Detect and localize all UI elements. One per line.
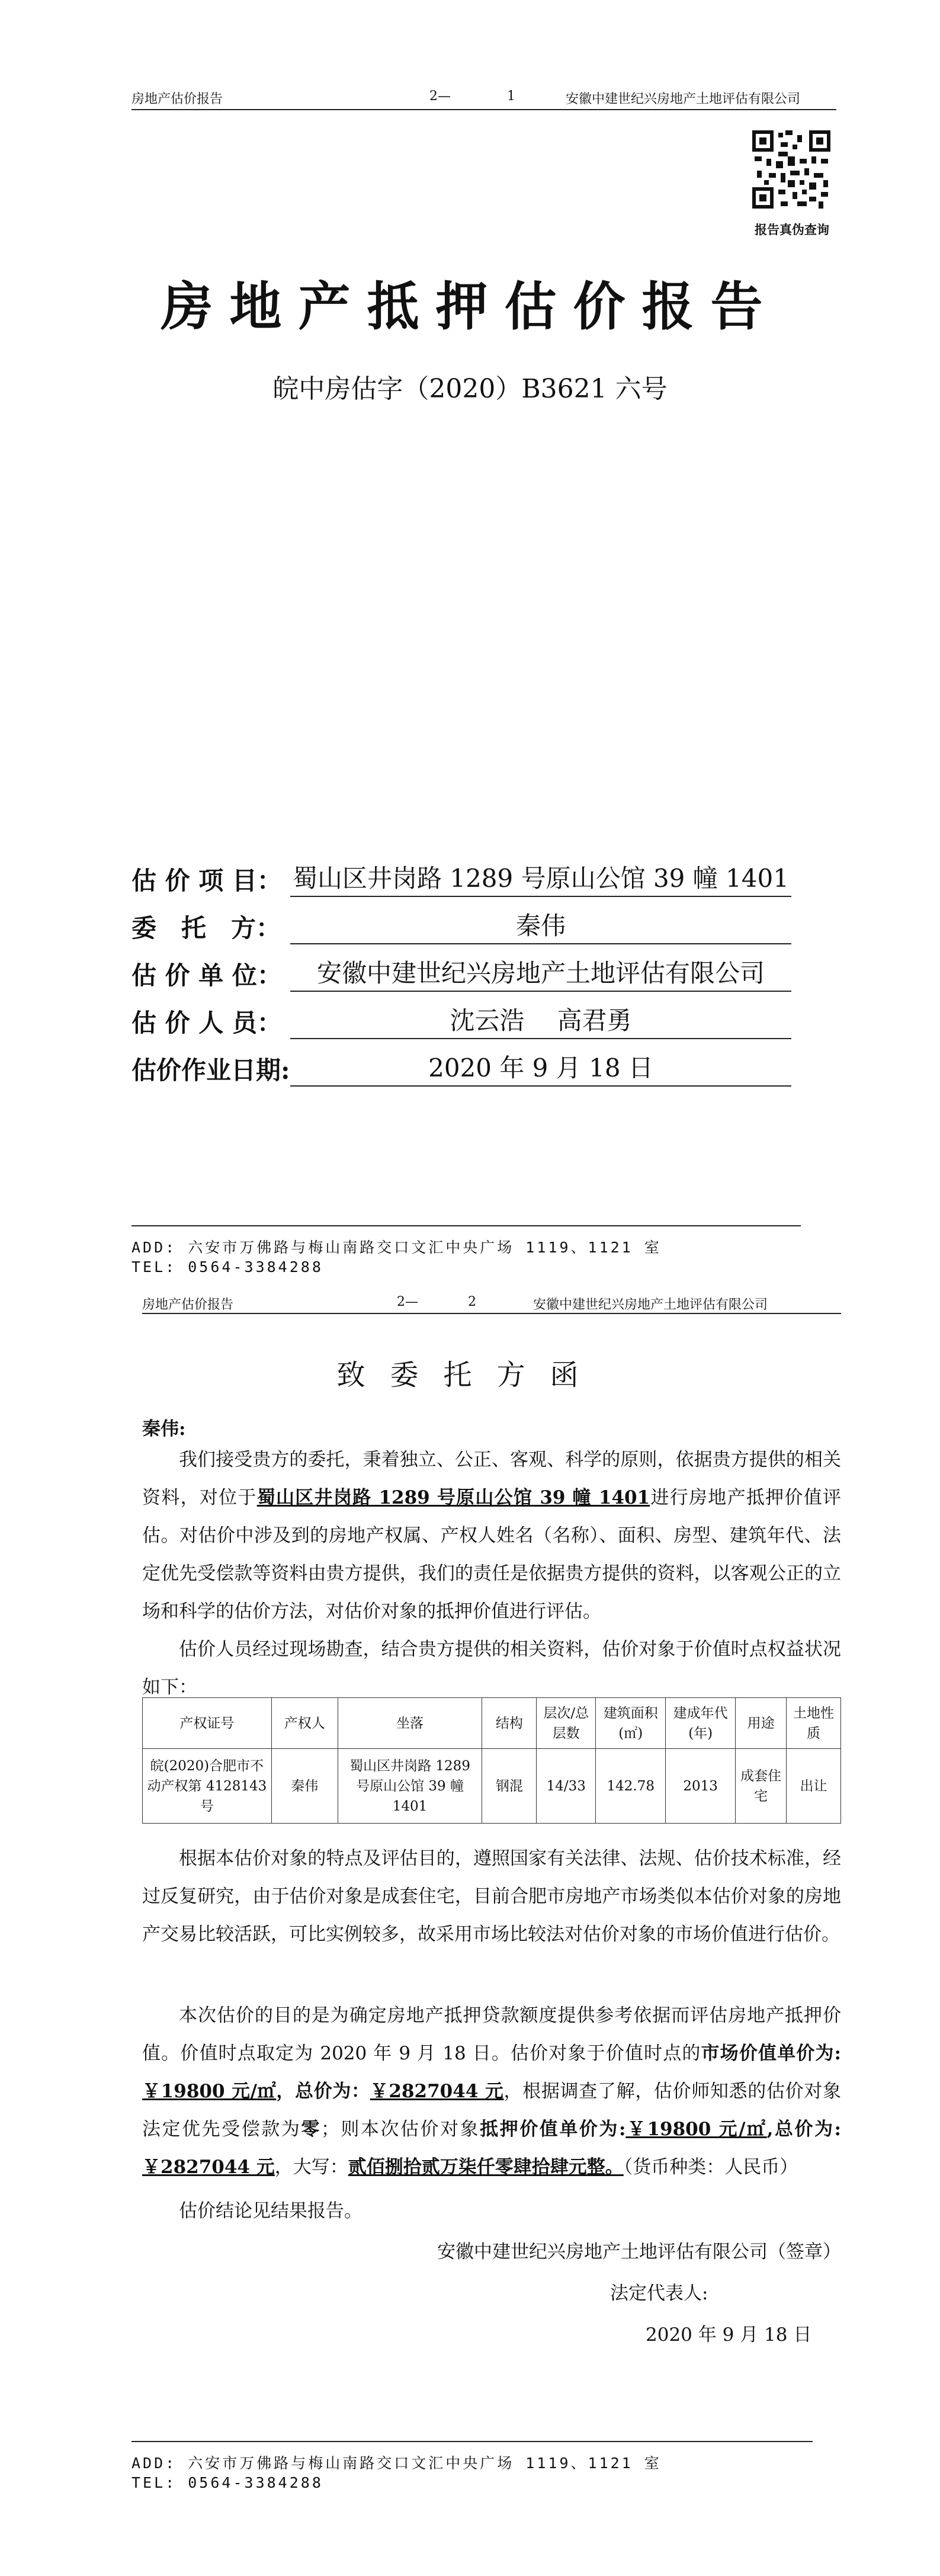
letter-paragraph-4 [142,1997,841,2186]
market-unit-price: ￥19800 元/㎡ [142,2081,277,2102]
text: （货币种类：人民币） [623,2157,798,2178]
header-page-num: 1 [507,89,515,104]
field-label: 估 价 单 位： [131,961,282,990]
field-date [131,1049,791,1087]
signature-date: 2020 年 9 月 18 日 [646,2324,812,2346]
table-cell: 秦伟 [271,1749,338,1824]
footer-rule [131,2441,813,2442]
letter-paragraph-1 [142,1441,841,1630]
field-client [131,906,791,944]
header-rule [131,109,836,110]
footer-tel: TEL: 0564-3384288 [131,2474,323,2491]
field-value: 沈云浩 高君勇 [290,1001,791,1039]
signature-representative: 法定代表人: [610,2283,708,2304]
text: ，根据调查了解，估价师知悉的估价对象法定优先受偿款为 [142,2081,842,2140]
table-header-cell: 建成年代(年) [666,1698,736,1749]
footer-tel: TEL: 0564-3384288 [131,1258,323,1276]
priority-amount: 零 [301,2119,321,2140]
mortgage-total-price: ￥2827044 元 [142,2157,275,2178]
property-address: 蜀山区井岗路 1289 号原山公馆 39 幢 1401 [256,1487,650,1508]
signature-company: 安徽中建世纪兴房地产土地评估有限公司（签章） [437,2241,841,2263]
table-cell: 出让 [787,1749,841,1824]
text: ，大写： [274,2157,348,2178]
letter-paragraph-3: 根据本估价对象的特点及评估目的，遵照国家有关法律、法规、估价技术标准，经过反复研究，由于估价对象是成套住宅，目前合肥市房地产市场类似本估价对象的房地产交易比较活跃，可比实例较多，故采用市场比较法对估价对象的市场价值进行估价。 [142,1848,841,1945]
field-value: 安徽中建世纪兴房地产土地评估有限公司 [290,954,791,992]
mortgage-unit-price: ￥19800 元/㎡ [625,2119,767,2140]
field-value: 秦伟 [290,906,791,944]
table-cell: 蜀山区井岗路 1289 号原山公馆 39 幢 1401 [338,1749,482,1824]
qr-caption: 报告真伪查询 [755,222,829,237]
table-cell: 142.78 [596,1749,666,1824]
table-cell: 14/33 [537,1749,596,1824]
header-left: 房地产估价报告 [131,92,223,107]
market-total-label: ，总价为： [276,2081,370,2102]
table-header-cell: 用途 [736,1698,787,1749]
rights-table [142,1697,841,1824]
market-value-label: 市场价值单价为: [701,2043,842,2064]
text: 本次估价的目的是为确定房地产抵押贷款额度提供参考依据而评估房地产抵押价值。价值时点取定为 2020 年 9 月 18 日。估价对象于价值时点的 [142,2005,841,2064]
amount-in-words: 贰佰捌拾贰万柒仟零肆拾肆元整。 [348,2157,624,2178]
letter-title: 致委托方函 [336,1359,604,1392]
table-header-cell: 土地性质 [787,1698,841,1749]
table-cell: 成套住宅 [736,1749,787,1824]
letter-salutation: 秦伟: [142,1418,186,1440]
field-project [131,859,791,897]
header-left: 房地产估价报告 [142,1297,234,1312]
mortgage-value-label: 抵押价值单价为: [480,2119,626,2140]
header-page-mark: 2— [397,1295,418,1309]
header-company: 安徽中建世纪兴房地产土地评估有限公司 [533,1297,768,1312]
text: ；则本次估价对象 [320,2119,480,2140]
footer-address: ADD: 六安市万佛路与梅山南路交口文汇中央广场 1119、1121 室 [131,2455,662,2472]
field-label: 估价作业日期: [131,1056,290,1085]
table-header-cell: 建筑面积(㎡) [596,1698,666,1749]
table-cell: 2013 [666,1749,736,1824]
field-value: 2020 年 9 月 18 日 [290,1049,791,1087]
field-label: 委 托 方： [131,914,281,943]
table-header-cell: 结构 [482,1698,537,1749]
table-header-cell: 坐落 [338,1698,482,1749]
table-header-cell: 产权证号 [143,1698,272,1749]
mortgage-total-label: ,总价为: [766,2119,841,2140]
header-page-mark: 2— [429,89,451,104]
qr-code-icon [752,130,830,209]
table-header-row [143,1698,841,1749]
report-title: 房地产抵押估价报告 [161,275,779,337]
field-label: 估 价 项 目： [131,866,282,895]
header-page-num: 2 [468,1295,476,1309]
header-company: 安徽中建世纪兴房地产土地评估有限公司 [566,92,801,107]
field-appraiser-org [131,954,791,992]
letter-paragraph-2: 估价人员经过现场勘查，结合贵方提供的相关资料，估价对象于价值时点权益状况如下： [142,1639,841,1698]
market-total-price: ￥2827044 元 [370,2081,504,2102]
table-cell: 钢混 [482,1749,537,1824]
field-value: 蜀山区井岗路 1289 号原山公馆 39 幢 1401 [290,859,791,897]
table-header-cell: 产权人 [271,1698,338,1749]
table-header-cell: 层次/总层数 [537,1698,596,1749]
text: 进行房地产抵押价值评估。对估价中涉及到的房地产权属、产权人姓名（名称）、面积、房型、建筑年代、法定优先受偿款等资料由贵方提供，我们的责任是依据贵方提供的资料，以客观公正的立场和科学的估价方法，对估价对象的抵押价值进行评估。 [142,1487,841,1622]
header-rule [142,1313,841,1314]
letter-paragraph-5: 估价结论见结果报告。 [179,2200,362,2222]
footer-rule [131,1225,801,1226]
report-doc-number: 皖中房估字（2020）B3621 六号 [272,374,668,404]
footer-address: ADD: 六安市万佛路与梅山南路交口文汇中央广场 1119、1121 室 [131,1239,662,1256]
text: 我们接受贵方的委托，秉着独立、公正、客观、科学的原则，依据贵方提供的相关资料，对位于 [142,1449,841,1508]
field-appraisers [131,1001,791,1039]
table-row [143,1749,841,1824]
table-cell: 皖(2020)合肥市不动产权第 4128143 号 [143,1749,272,1824]
field-label: 估 价 人 员： [131,1008,282,1037]
